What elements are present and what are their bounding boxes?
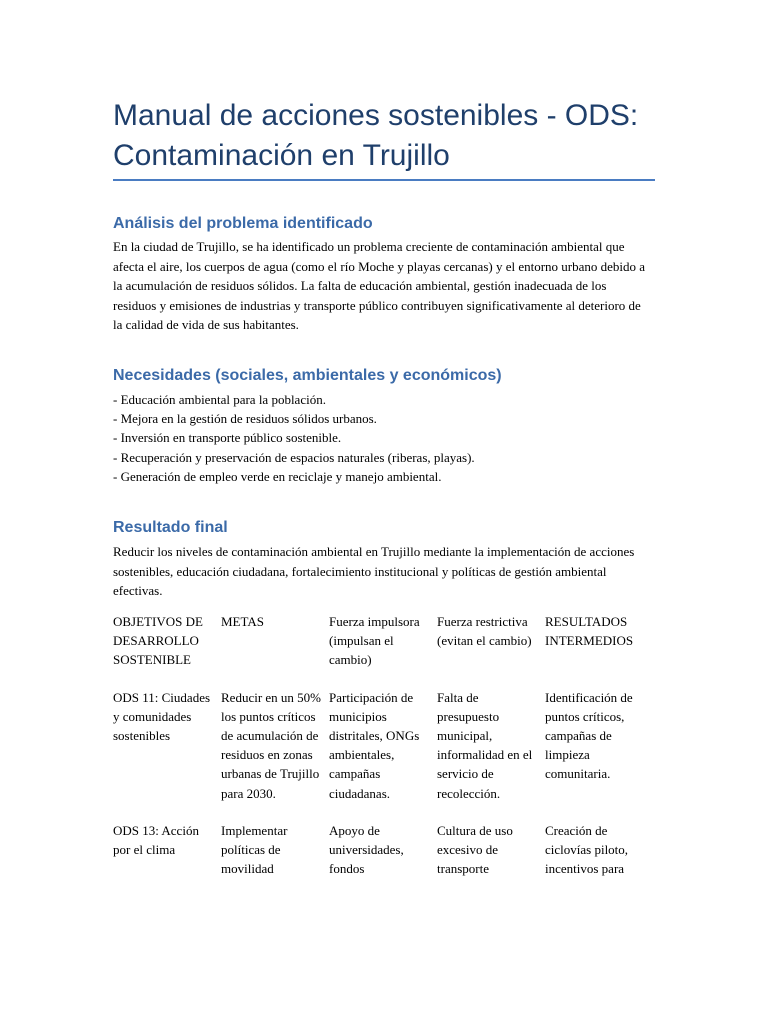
document-title: Manual de acciones sostenibles - ODS: Contaminación en Trujillo (113, 99, 639, 172)
list-item: - Mejora en la gestión de residuos sólidos urbanos. (113, 411, 377, 427)
section-heading-needs: Necesidades (sociales, ambientales y económicos) (113, 367, 502, 384)
table-cell: Implementar políticas de movilidad (221, 822, 288, 877)
result-paragraph: Reducir los niveles de contaminación ambiental en Trujillo mediante la implementación de acciones sostenibles, educación ciudadana, fortalecimiento institucional y políticas de gestión ambiental efectivas. (113, 544, 635, 598)
table-header-cell: OBJETIVOS DE DESARROLLO SOSTENIBLE (113, 614, 203, 668)
table-cell: Apoyo de universidades, fondos (329, 822, 404, 877)
table-cell: Participación de municipios distritales, ONGs ambientales, campañas ciudadanas. (329, 689, 420, 801)
table-header-cell: Fuerza impulsora (impulsan el cambio) (329, 614, 420, 668)
table-cell: Reducir en un 50% los puntos críticos de acumulación de residuos en zonas urbanas de Trujillo para 2030. (221, 689, 322, 801)
list-item: - Inversión en transporte público sostenible. (113, 430, 342, 446)
table-cell: Creación de ciclovías piloto, incentivos para (545, 822, 629, 877)
needs-list (113, 390, 648, 486)
table-row (113, 821, 655, 897)
title-underline (113, 179, 655, 181)
list-item: - Recuperación y preservación de espacios naturales (riberas, playas). (113, 449, 475, 465)
table-header-cell: RESULTADOS INTERMEDIOS (545, 614, 634, 649)
table-header-row (113, 612, 655, 688)
table-header-cell: Fuerza restrictiva (evitan el cambio) (437, 614, 532, 649)
ods-table (113, 612, 655, 896)
table-row (113, 688, 655, 821)
list-item: - Generación de empleo verde en reciclaje y manejo ambiental. (113, 468, 442, 484)
list-item: - Educación ambiental para la población. (113, 392, 326, 407)
analysis-paragraph: En la ciudad de Trujillo, se ha identificado un problema creciente de contaminación ambiental que afecta el aire, los cuerpos de agua (como el río Moche y playas cercanas) y el entorno urbano debido a la acumulación de residuos sólidos. La falta de educación ambiental, gestión inadecuada de los residuos y emisiones de industrias y transporte público contribuyen significativamente al deterioro de la calidad de vida de sus habitantes. (113, 239, 646, 332)
table-cell: Identificación de puntos críticos, campañas de limpieza comunitaria. (545, 689, 633, 782)
table-cell: Falta de presupuesto municipal, informalidad en el servicio de recolección. (437, 689, 533, 801)
table-cell: Cultura de uso excesivo de transporte (437, 822, 513, 877)
section-heading-analysis: Análisis del problema identificado (113, 215, 373, 232)
section-heading-result: Resultado final (113, 519, 228, 536)
table-header-cell: METAS (221, 614, 265, 629)
table-cell: ODS 13: Acción por el clima (113, 822, 199, 858)
table-cell: ODS 11: Ciudades y comunidades sostenibles (113, 689, 211, 744)
